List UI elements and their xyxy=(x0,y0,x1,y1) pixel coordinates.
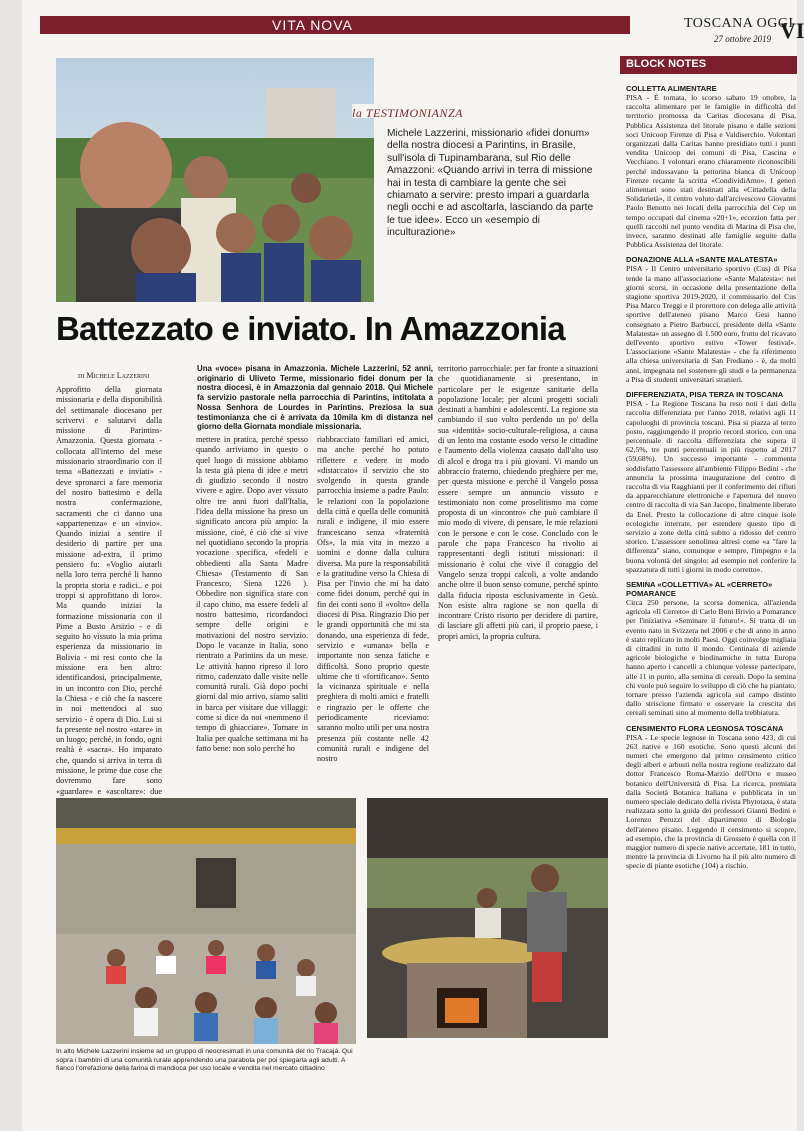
masthead-page-letter: VI xyxy=(780,18,804,43)
section-title: VITA NOVA xyxy=(272,17,353,33)
article-column-3: riabbracciato familiari ed amici, ma anche perché ho potuto riflettere e vedere in modo «distaccato» il servizio che sto svolgendo in questa grande parrocchia insieme a padre Paulo: le relazioni con la popolazione della città e quella delle comunità rurali e indigene, il mio essere francescano senza «fraternità Ofs», la mia vita in mezzo a uomini e donne dalla cultura diversa. Ma pure la responsabilità e la gratitudine verso la Chiesa di Pisa per l'invio che mi ha dato come fidei donum, perché qui in fin dei conti sono il «volto» della diocesi di Pisa. Ringrazio Dio per le grandi opportunità che mi sta donando, una esperienza di fede, servizio e «umana» bella e importante non senza fatiche e difficoltà. Sono proprio queste ultime che ti «fortificano». Sento la vicinanza spirituale e nella preghiera di molti amici e fratelli e ringrazio per le offerte che periodicamente riceviamo: saranno molto utili per una nostra presenza più costante nelle 42 comunità rurali e indigene del nostro xyxy=(317,435,429,764)
article-column-1: Approfitto della giornata missionaria e della disponibilità del settimanale diocesano per scrivervi e salutarvi dalla missione di Parintins-Amazzonia. Questa giornata - collocata all'interno del mese missionario straordinario con il tema «Battezzati e inviati» - deve spronarci a fare memoria del nostro battesimo e della nostra confermazione, sacramenti che ci danno una «appartenenza» e un «invio». Quando iniziai a sentire il desiderio di partire per una missione ad-extra, il primo pensiero fu: «Voglio aiutarli nella loro terra perché li hanno la propria storia e radici.. e poi troppi si approfittano di loro». Ma quando iniziai la formazione missionaria con il Pime a Busto Arsizio - e di seguito ho vissuto la mia prima esperienza da missionario in Bolivia - mi resi conto che la missione era ben altro: identificandosi, principalmente, in un incontro con Dio, perché la Chiesa - e ciò che fa nascere in noi mettendoci al suo servizio - è opera di Dio. Lui si fa presente nel nostro «stare» in un luogo; perché, in fondo, ogni realtà è «sacra». Ho imparato che, quando si arriva in terra di missione, le prime due cose che dovremmo fare sono «guardare» e «ascoltare»: due xyxy=(56,385,162,796)
brief-item xyxy=(626,724,796,871)
sidebar-header xyxy=(620,56,797,74)
brief-title: DIFFERENZIATA, PISA TERZA IN TOSCANA xyxy=(626,390,784,400)
brief-text: Circa 250 persone, la scorsa domenica, all'azienda agricola «Il Cerreto» di Carlo Boni Brivio a Pomarance per l'iniziativa «Seminare il futuro!». Si tratta di un evento nato in Svizzera nel 2006 e che di anno in anno è stato replicato in molti Paesi. Oggi coinvolge migliaia di cittadini in tutto il mondo. Centinaia di aziende agricole biologiche e biodinamiche in tutta Europa hanno aperto i cancelli a chiunque volesse partecipare, alle 11 in punto, alla semina di cereali. Dopo la semina chi vuole può seguire lo sviluppo di ciò che ha piantato, tornare presso l'azienda agricola sul campo distinto dallo striscione firmato e osservare la crescita dei cereali seminati sino al momento della trebbiatura. xyxy=(626,597,796,718)
brief-text: PISA - La Regione Toscana ha reso noti i dati della raccolta differenziata per l'anno 2018, relativi agli 11 capoluoghi di provincia toscani. Pisa si piazza al terzo posto, raggiungendo il proprio record storico, con una percentuale di raccolta differenziata che supera il 62,5%, tre punti percentuali in più rispetto al 2017 (59,68%). Un successo importante - commenta soddisfatto l'assessore all'ambiente Filippo Bedini - che annuncia la prossima inaugurazione del centro di raccolta di via Ragghianti per il conferimento dei rifiuti da apparecchiature elettroniche e l'apertura del nuovo centro di raccolta di via San Jacopo, finalmente liberato da Enel. Presto la collocazione di altre cinque isole ecologiche interrate, per estendere questo tipo di servizio a zone della città subito a ridosso del centro storico. L'assessore sottolinea altresì come «a "fare la differenza" siano, comunque e sempre, l'impegno e la buona volontà del singolo: ad esempio nel conferire la spazzatura di tutti i giorni in modo corretto». xyxy=(626,399,796,574)
kicker-text: la TESTIMONIANZA xyxy=(352,106,464,120)
kicker-label xyxy=(352,104,497,118)
brief-text: PISA - Le specie legnose in Toscana sono 423, di cui 263 native e 160 esotiche. Sono questi alcuni dei numeri che emergono dal primo censimento critico degli alberi e arbusti nella nostra regione realizzato dal dottor Francesco Roma-Marzio dell'Orto e museo botanico dell'Università di Pisa. La ricerca, premiata dalla Società Botanica Italiana e pubblicata in un numero speciale dedicato della rivista Phytotaxa, è stata realizzata sotto la guida dei professori Gianni Bedini e Lorenzo Peruzzi del dipartimento di Biologia dell'ateneo pisano. Leggendo il censimento si scopre, ad esempio, che la provincia di Grosseto è quella con il maggior numero di specie native accertate, 181 in tutto, mentre la provincia di Livorno ha il più alto numero di specie di piante esotiche (104) a rischio. xyxy=(626,732,796,871)
article-column-2: mettere in pratica, perché spesso quando arriviamo in questo o quel luogo di missione abbiamo la testa già piena di idee e metri di giudizio secondo il nostro vivere e agire. Dopo aver vissuto oltre tre anni fuori dall'Italia, l'idea della missione ha preso un significato ancora più ampio: la missione, cioè, è ciò che si vive nel quotidiano secondo la propria vocazione specifica, «fedeli e obbedienti alla Santa Madre Chiesa» (Testamento di San Francesco, Siena 1226 ). Obbedire non significa stare con il capo chino, ma essere fedeli al nostro battesimo, ricordandoci sempre delle origini e motivazioni del nostro servizio. Dopo le vacanze in Italia, sono rientrato a Parintins da un mese. Le attività hanno ripreso il loro ritmo, cadenzato dalle visite nelle comunità rurali. Già dopo pochi giorni dal mio arrivo, siamo saliti in barca per visitare due villaggi: come si dice da noi «nemmeno il tempo di ghiacciare». Tornare in Italia per qualche settimana mi ha fatto bene: non solo perché ho xyxy=(196,435,308,753)
sidebar-title: BLOCK NOTES xyxy=(626,58,707,70)
byline: di Michele Lazzerini xyxy=(78,371,150,380)
brief-item xyxy=(626,84,796,249)
lead-paragraph: Una «voce» pisana in Amazzonia. Michele Lazzerini, 52 anni, originario di Uliveto Terme, missionario fidei donum per la nostra diocesi, è in Amazzonia dal gennaio 2018. Qui Michele fa servizio pastorale nella parrocchia di Parintins, intitolata a Nossa Senhora de Lourdes in Parintins. Preziosa la sua testimonianza che ci è arrivata da 10mila km di distanza nel giorno della Giornata mondiale missionaria. xyxy=(197,364,433,432)
newspaper-page xyxy=(22,0,804,1131)
brief-item xyxy=(626,255,796,384)
article-intro: Michele Lazzerini, missionario «fidei donum» della nostra diocesi a Parintins, in Brasile, sull'isola di Tupinambarana, sul Rio delle Amazzoni: «Quando arrivi in terra di missione hai in testa di cambiare la gente che sei chiamato a servire: presto impari a guardarla negli occhi e ad ascoltarla, lasciando da parte le tue idee». Ecco un «esempio di inculturazione» xyxy=(387,128,594,239)
article-headline: Battezzato e inviato. In Amazzonia xyxy=(56,310,565,347)
brief-text: PISA - Il Centro universitario sportivo (Cus) di Pisa tende la mano all'associazione «Sante Malatesta»: nei giorni scorsi, in occasione della presentazione della stagione sportiva 2019-2020, il commissario del Cus Pisa Marco Treggi e il prorettore con delega alle attività sportive dell'ateneo pisano Marco Gesi hanno consegnato a Pietro Barbucci, presidente della «Sante Malatesta» un assegno di 1.500 euro, frutto del ricavato dell'evento sportivo estivo «Tower festival». L'associazione «Sante Malatesta» - che fa riferimento alla chiesa universitaria di San Frediano - è, da molti anni, impegnata nel sostenere gli studi e la permanenza a Pisa di studenti universitari stranieri. xyxy=(626,264,796,384)
brief-title: COLLETTA ALIMENTARE xyxy=(626,84,717,93)
photo-missionary-with-children xyxy=(56,58,374,302)
brief-text: PISA - È tornata, lo scorso sabato 19 ottobre, la raccolta alimentare per le famiglie in difficoltà del territorio promossa da Caritas diocesana di Pisa, Pubblica Assistenza del litorale pisano e dalle sezioni soci Unicoop Firenze di Pisa e Valdiserchio. Volontari organizzati dalla Caritas hanno presidiato tutti i punti vendita Unicoop dei comuni di Pisa, Cascina e Vecchiano. I volontari erano chiaramente riconoscibili perché indossavano la pettorina bianca di Unicoop Firenze recante la scritta «CondividiAmo». I generi alimentari sono stati destinati alla «Cittadella della Solidarietà», il centro voluto dall'arcivescovo Giovanni Paolo Benotto nei locali della parrocchia del Cep un tempo occupati dal cinema «20+1», eccezion fatta per quelli raccolti nel punto vendita di Marina di Pisa che, invece, saranno destinati alle famiglie seguite dalla Pubblica Assistenza del litorale. xyxy=(626,93,796,250)
photo-children-circle xyxy=(56,798,356,1044)
masthead-date: 27 ottobre 2019 xyxy=(714,34,772,44)
brief-title: SEMINA «COLLETTIVA» AL «CERRETO» POMARANCE xyxy=(626,579,773,598)
section-header-bar xyxy=(40,16,630,34)
brief-item xyxy=(626,390,796,574)
article-column-4: territorio parrocchiale: per far fronte a situazioni che quotidianamente si presentano, in particolare per le esigenze sanitarie della popolazione locale; per alcuni progetti sociali destinati a bambini e adolescenti. La regione sta cambiando il suo volto perdendo un po' della sua «identità» socio-culturale-religiosa, a causa di un lento ma costante esodo verso le cittadine e l'aumento della violenza causato dall'alto uso di alcol e droga tra i più giovani. Vi mando un abbraccio fraterno, chiedendo preghiere per me, per questa missione e perché il Vangelo possa essere sempre un annuncio vissuto e testimoniato non come proselitismo ma come proposta di un «incontro» che può cambiare il mio modo di vivere, di pensare, le mie relazioni con le persone e con le cose. Concludo con le parole che papa Francesco ha rivolto ai rappresentanti degli istituti missionari: il missionario è colui che vive il coraggio del Vangelo senza troppi calcoli, a volte andando anche oltre il buon senso comune, perché spinto dalla fiducia riposta esclusivamente in Gesù. Non esiste altra ragione se non quella di incontrare Cristo risorto per decidere di partire, di lasciare gli affetti più cari, il proprio paese, i propri amici, la propria cultura. xyxy=(438,364,598,641)
masthead-paper-name: TOSCANA OGGI xyxy=(684,16,794,31)
brief-item xyxy=(626,580,796,718)
masthead xyxy=(644,10,804,46)
photo-caption: In alto Michele Lazzerini insieme ad un gruppo di neocresimati in una comunità del rio Tracajá. Qui sopra i bambini di una comunità rurale apprendendo una parabola per poi spiegarla agli adulti. A fianco l'orrefazione della farina di mandioca per uso locale e vendita nel mercato cittadino xyxy=(56,1048,353,1073)
sidebar-block-notes xyxy=(620,50,797,1131)
brief-title: DONAZIONE ALLA «SANTE MALATESTA» xyxy=(626,255,778,265)
photo-manioc-flour-roasting xyxy=(367,798,608,1038)
brief-title: CENSIMENTO FLORA LEGNOSA TOSCANA xyxy=(626,723,784,733)
